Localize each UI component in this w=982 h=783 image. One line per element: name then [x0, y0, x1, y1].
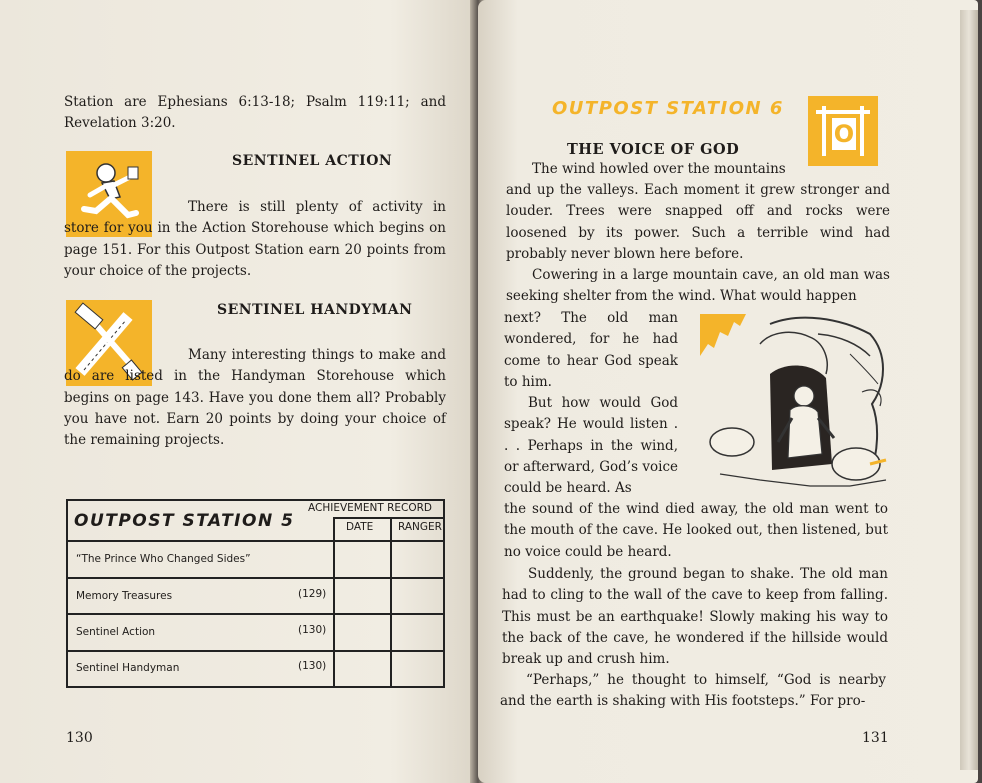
intro-text: Station are Ephesians 6:13-18; Psalm 119:11; and Revelation 3:20.	[64, 94, 446, 132]
story-paragraph: Cowering in a large mountain cave, an old man was seeking shelter from the wind. What would happen	[506, 267, 890, 305]
cave-illustration	[700, 314, 890, 498]
story-paragraph: and up the valleys. Each moment it grew stronger and louder. Trees were snapped off and rocks were loosened by its power. Such a terrible wind had probably never blown here before.	[506, 182, 890, 262]
station-title: OUTPOST STATION 6	[552, 98, 784, 119]
badge-letter: O	[833, 120, 855, 148]
record-title: OUTPOST STATION 5	[74, 511, 295, 531]
story-paragraph: “Perhaps,” he thought to himself, “God is nearby and the earth is shaking with His footsteps.” For pro-	[500, 672, 886, 710]
sentinel-action-heading: SENTINEL ACTION	[232, 153, 393, 169]
page-number-right: 131	[862, 730, 889, 746]
record-row-page: (130)	[298, 660, 327, 672]
record-row-label: Sentinel Handyman	[76, 662, 180, 674]
ranger-column-header: RANGER	[398, 521, 442, 533]
story-title: THE VOICE OF GOD	[567, 141, 740, 158]
record-row-page: (130)	[298, 624, 327, 636]
story-paragraph: Suddenly, the ground began to shake. The old man had to cling to the wall of the cave to keep from falling. This must be an earthquake! Slowly making his way to the back of the cave, he wondered if the hillside would break up and crush him.	[502, 566, 888, 668]
story-paragraph: next? The old man wondered, for he had come to hear God speak to him.	[504, 310, 678, 390]
story-paragraph: But how would God speak? He would listen . . . Perhaps in the wind, or afterward, God’s voice could be heard. As	[504, 395, 678, 497]
page-number-left: 130	[66, 730, 93, 746]
sentinel-action-body: There is still plenty of activity in store for you in the Action Storehouse which begins on page 151. For this Outpost Station earn 20 points from your choice of the projects.	[64, 199, 446, 279]
record-row-label: “The Prince Who Changed Sides”	[76, 553, 251, 565]
sentinel-handyman-heading: SENTINEL HANDYMAN	[217, 302, 413, 318]
record-row-label: Sentinel Action	[76, 626, 156, 638]
record-row-page: (129)	[298, 588, 327, 600]
story-paragraph: The wind howled over the mountains	[532, 161, 786, 177]
story-paragraph: the sound of the wind died away, the old man went to the mouth of the cave. He looked out, then listened, but no voice could be heard.	[504, 501, 888, 560]
date-column-header: DATE	[346, 521, 374, 533]
left-page	[0, 0, 488, 783]
sentinel-handyman-body: Many interesting things to make and do are listed in the Handyman Storehouse which begins on page 143. Have you done them all? Probably you have not. Earn 20 points by doing your choice of the remaining projects.	[64, 347, 446, 449]
page-edge-stack	[960, 10, 978, 770]
achievement-record-header: ACHIEVEMENT RECORD	[308, 502, 432, 514]
record-row-label: Memory Treasures	[76, 590, 173, 602]
station-badge-icon	[808, 96, 878, 166]
